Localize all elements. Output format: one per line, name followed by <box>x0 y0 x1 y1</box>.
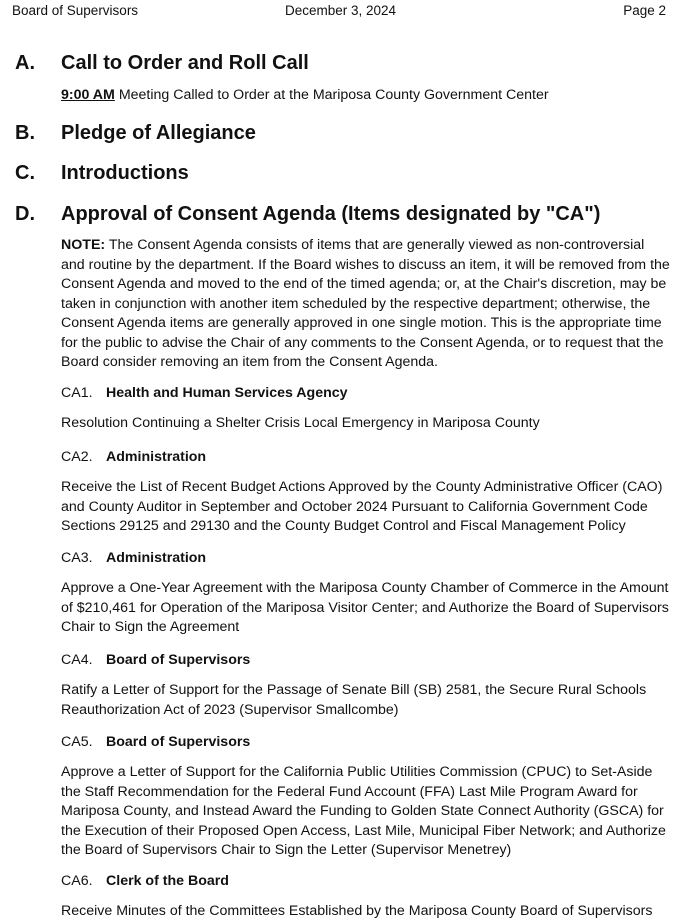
consent-item-department: Clerk of the Board <box>106 873 229 889</box>
section-letter: C. <box>15 162 35 184</box>
consent-item-number: CA3. <box>61 550 93 566</box>
consent-item-number: CA6. <box>61 873 93 889</box>
section-title: Pledge of Allegiance <box>61 122 256 144</box>
section-letter: A. <box>15 52 35 74</box>
consent-item-description: Receive the List of Recent Budget Actions Approved by the County Administrative Officer (CAO) and County Auditor in September and October 2024 Pursuant to California Government Code Sections 29125 and 29130 and the County Budget Control and Fiscal Management Policy <box>61 479 663 534</box>
header-date: December 3, 2024 <box>285 3 397 18</box>
consent-item-description: Ratify a Letter of Support for the Passage of Senate Bill (SB) 2581, the Secure Rural Schools Reauthorization Act of 2023 (Supervisor Smallcombe) <box>61 682 647 718</box>
consent-agenda-note <box>61 236 671 373</box>
consent-item-header <box>61 549 671 569</box>
section-title: Approval of Consent Agenda (Items designated by "CA") <box>61 203 601 225</box>
page-header <box>0 2 680 20</box>
consent-item-header <box>61 651 671 671</box>
header-board-name: Board of Supervisors <box>12 3 139 18</box>
section-letter: D. <box>15 203 35 225</box>
meeting-time: 9:00 AM <box>61 87 115 103</box>
note-label: NOTE: <box>61 237 106 253</box>
section-letter: B. <box>15 122 35 144</box>
section-title: Introductions <box>61 162 189 184</box>
consent-item-header <box>61 448 671 468</box>
consent-item-department: Board of Supervisors <box>106 652 251 668</box>
consent-item-description: Receive Minutes of the Committees Established by the Mariposa County Board of Supervisors <box>61 903 653 919</box>
consent-item-number: CA5. <box>61 734 93 750</box>
consent-item-department: Administration <box>106 449 207 465</box>
header-page-number: Page 2 <box>623 3 666 18</box>
consent-item-department: Health and Human Services Agency <box>106 385 348 401</box>
note-text: The Consent Agenda consists of items that are generally viewed as non-controversial and routine by the department. If the Board wishes to discuss an item, it will be removed from the Consent Agenda and moved to the end of the timed agenda; or, at the Chair's discretion, may be taken in conjunction with another item scheduled by the respective department; otherwise, the Consent Agenda items are generally approved in one single motion. This is the appropriate time for the public to advise the Chair of any comments to the Consent Agenda, or to request that the Board consider removing an item from the Consent Agenda. <box>61 237 670 370</box>
meeting-call-text: Meeting Called to Order at the Mariposa County Government Center <box>114 87 549 103</box>
consent-item-department: Board of Supervisors <box>106 734 251 750</box>
consent-item-description: Approve a Letter of Support for the California Public Utilities Commission (CPUC) to Set-Aside the Staff Recommendation for the Federal Fund Account (FFA) Last Mile Program Award for Mariposa County, and Instead Award the Funding to Golden State Connect Authority (GSCA) for the Execution of their Proposed Open Access, Last Mile, Municipal Fiber Network; and Authorize the Board of Supervisors Chair to Sign the Letter (Supervisor Menetrey) <box>61 764 666 858</box>
consent-item-number: CA1. <box>61 385 93 401</box>
consent-item-header <box>61 733 671 753</box>
consent-item-description: Resolution Continuing a Shelter Crisis Local Emergency in Mariposa County <box>61 415 540 431</box>
consent-item-header <box>61 872 671 892</box>
section-title: Call to Order and Roll Call <box>61 52 309 74</box>
consent-item-description: Approve a One-Year Agreement with the Mariposa County Chamber of Commerce in the Amount of $210,461 for Operation of the Mariposa Visitor Center; and Authorize the Board of Supervisors Chair to Sign the Agreement <box>61 580 669 635</box>
section-a-text <box>61 86 671 106</box>
consent-item-number: CA4. <box>61 652 93 668</box>
consent-item-header <box>61 384 671 404</box>
consent-item-number: CA2. <box>61 449 93 465</box>
consent-item-department: Administration <box>106 550 207 566</box>
